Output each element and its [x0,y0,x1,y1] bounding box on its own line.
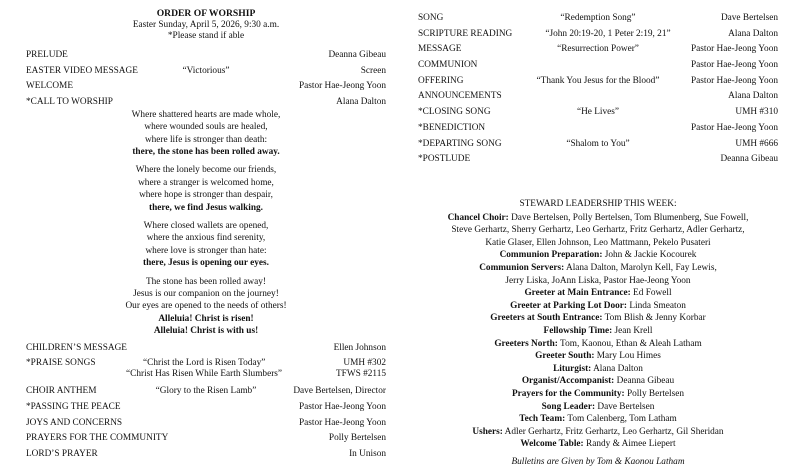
role-label: Greeters North: [494,338,558,349]
item-label: *POSTLUDE [418,154,471,165]
steward-leadership [418,199,778,469]
worship-item [26,81,386,97]
bulletin-credit: Bulletins are Given by Tom & Kaonou Latham [511,456,685,467]
service-date: Easter Sunday, April 5, 2026, 9:30 a.m. [132,19,280,30]
item-label: *PASSING THE PEACE [26,401,121,412]
steward-line [418,326,778,339]
worship-item [418,139,778,155]
item-leader: UMH #310 [735,107,778,118]
steward-line: Steve Gerhartz, Sherry Gerhartz, Leo Gerhartz, Fritz Gerhartz, Adler Gerhartz, [451,225,745,236]
stand-note: *Please stand if able [167,30,245,41]
worship-item [418,123,778,139]
stanza [46,277,366,339]
item-label: LORD’S PRAYER [26,448,98,459]
role-names: Mary Lou Himes [594,351,661,362]
steward-line [418,376,778,389]
role-names: Adler Gerhartz, Fritz Gerhartz, Leo Gerhartz, Gil Sheridan [502,426,724,437]
item-title: “John 20:19-20, 1 Peter 2:19, 21” [545,28,671,39]
steward-line [418,301,778,314]
item-label: COMMUNION [418,60,478,71]
steward-title: STEWARD LEADERSHIP THIS WEEK: [519,199,677,209]
song-title: “Christ Has Risen While Earth Slumbers” [126,369,283,380]
item-leader: Dave Bertelsen [720,13,778,23]
poem-line: Where closed wallets are opened, [143,221,269,231]
item-label: JOYS AND CONCERNS [26,417,123,428]
item-title: “Victorious” [182,65,230,76]
item-title: “He Lives” [576,107,620,118]
steward-line [418,364,778,377]
item-leader: Pastor Hae-Jeong Yoon [690,122,778,133]
role-names: Deanna Gibeau [614,376,675,387]
role-names: Tom Calenberg, Tom Latham [565,414,677,425]
poem-response: there, we find Jesus walking. [149,202,263,213]
poem-line: where life is stronger than death: [144,134,268,145]
item-leader: Pastor Hae-Jeong Yoon [690,60,778,71]
item-leader: Alana Dalton [728,28,778,39]
worship-item [418,154,778,170]
role-label: Welcome Table: [520,439,584,450]
item-leader: Ellen Johnson [333,342,386,353]
role-label: Tech Team: [519,414,566,425]
role-names: Dave Bertelsen [595,401,655,412]
item-label: *CALL TO WORSHIP [26,96,113,107]
item-leader: Pastor Hae-Jeong Yoon [298,81,386,92]
worship-item [418,91,778,107]
item-label: *DEPARTING SONG [418,138,502,149]
role-names: Linda Smeaton [627,300,686,311]
item-label: *CLOSING SONG [418,107,491,118]
worship-item [26,66,386,82]
role-label: Chancel Choir: [447,212,509,223]
role-names: Ed Fowell [630,288,672,299]
role-names: Alana Dalton, Marolyn Kell, Fay Lewis, [564,262,717,273]
role-label: Ushers: [472,426,503,437]
praise-songs [26,358,386,386]
item-label: EASTER VIDEO MESSAGE [26,65,138,76]
item-label: SONG [418,13,444,23]
steward-line [418,288,778,301]
worship-item [418,107,778,123]
role-names: Alana Dalton [591,363,643,374]
worship-item [418,60,778,76]
item-label: OFFERING [418,75,464,86]
role-label: Greeters at South Entrance: [490,313,603,324]
worship-item [26,402,386,418]
poem-line: where hope is stronger than despair, [139,190,273,201]
item-label: PRELUDE [26,49,68,60]
song-title: “Christ the Lord is Risen Today” [143,358,266,369]
item-leader: Pastor Hae-Jeong Yoon [690,75,778,86]
worship-item [26,97,386,110]
worship-item [26,386,386,402]
item-title: “Shalom to You” [566,138,630,149]
poem-line: Where the lonely become our friends, [135,165,277,176]
steward-line [418,439,778,452]
poem-line: Jesus is our companion on the journey! [133,288,279,299]
item-title: “Glory to the Risen Lamb” [155,386,257,397]
steward-line [418,213,778,226]
role-names: Jean Krell [612,325,653,336]
steward-line [418,339,778,352]
role-names: Tom, Kaonou, Ethan & Aleah Latham [557,338,702,349]
item-leader: Deanna Gibeau [328,49,386,60]
hymnal-ref: UMH #302 [343,358,386,369]
worship-item [418,76,778,92]
steward-line [418,351,778,364]
role-label: Song Leader: [541,401,596,412]
worship-item [418,13,778,29]
stanza [46,165,366,215]
item-label: PRAYERS FOR THE COMMUNITY [26,433,169,444]
role-label: Fellowship Time: [543,325,613,336]
item-leader: Polly Bertelsen [328,433,386,444]
item-label: *BENEDICTION [418,122,486,133]
poem-response: Alleluia! Christ is with us! [153,326,259,337]
steward-line [418,402,778,415]
item-label: CHOIR ANTHEM [26,386,97,397]
item-title: “Thank You Jesus for the Blood” [536,75,660,86]
poem-line: where the anxious find serenity, [146,233,266,244]
poem-line: where a stranger is welcomed home, [138,177,274,188]
worship-item [26,449,386,465]
item-leader: Alana Dalton [336,96,386,107]
steward-line: Katie Glaser, Ellen Johnson, Leo Mattmann, Pekelo Pusateri [485,237,711,248]
steward-line [418,313,778,326]
stanza [46,110,366,160]
item-leader: Pastor Hae-Jeong Yoon [298,401,386,412]
item-leader: Pastor Hae-Jeong Yoon [298,417,386,428]
stanza [46,221,366,271]
role-label: Greeter South: [535,351,595,362]
poem-line: The stone has been rolled away! [145,276,267,287]
role-label: Communion Servers: [479,262,565,273]
role-names: Dave Bertelsen, Polly Bertelsen, Tom Blumenberg, Sue Fowell, [508,212,749,223]
role-names: Polly Bertelsen [624,388,685,399]
order-of-worship-title: ORDER OF WORSHIP [156,8,256,19]
item-leader: UMH #666 [735,138,778,149]
worship-item [418,29,778,45]
item-leader: Screen [360,65,386,76]
steward-line [418,250,778,263]
left-column [26,8,386,465]
worship-item [26,433,386,449]
item-leader: Dave Bertelsen, Director [293,386,386,397]
worship-item [418,44,778,60]
steward-line: Jerry Liska, JoAnn Liska, Pastor Hae-Jeong Yoon [505,275,691,286]
item-label: WELCOME [26,81,73,92]
role-label: Liturgist: [553,363,592,374]
item-label: *PRAISE SONGS [26,358,96,369]
poem-line: Our eyes are opened to the needs of others! [125,301,287,312]
item-label: MESSAGE [418,44,462,55]
role-names: Tom Blish & Jenny Korbar [602,313,706,324]
worship-item [26,418,386,434]
role-label: Greeter at Parking Lot Door: [510,300,627,311]
steward-line [418,427,778,440]
poem-response: there, Jesus is opening our eyes. [143,258,269,269]
poem-line: where love is stronger than hate: [145,245,267,256]
call-to-worship-text [46,110,366,339]
item-leader: Pastor Hae-Jeong Yoon [690,44,778,55]
item-leader: Alana Dalton [728,91,778,102]
poem-response: there, the stone has been rolled away. [132,147,280,158]
item-title: “Resurrection Power” [557,44,639,55]
worship-item [26,343,386,359]
poem-line: Where shattered hearts are made whole, [131,109,281,120]
steward-line [418,263,778,276]
item-label: ANNOUNCEMENTS [418,91,502,102]
worship-item [26,50,386,66]
role-label: Greeter at Main Entrance: [524,288,631,299]
poem-response: Alleluia! Christ is risen! [158,313,254,324]
steward-line [418,414,778,427]
role-names: John & Jackie Kocourek [602,250,697,261]
steward-line [418,389,778,402]
role-label: Communion Preparation: [499,250,603,261]
hymnal-ref: TFWS #2115 [335,369,386,380]
role-label: Organist/Accompanist: [521,376,615,387]
item-leader: In Unison [349,448,386,459]
item-label: SCRIPTURE READING [418,28,513,39]
item-label: CHILDREN’S MESSAGE [26,342,127,353]
role-label: Prayers for the Community: [511,388,625,399]
item-title: “Redemption Song” [560,13,636,23]
role-names: Randy & Aimee Liepert [583,439,676,450]
right-column [418,13,778,170]
item-leader: Deanna Gibeau [720,154,778,165]
poem-line: where wounded souls are healed, [144,122,268,133]
